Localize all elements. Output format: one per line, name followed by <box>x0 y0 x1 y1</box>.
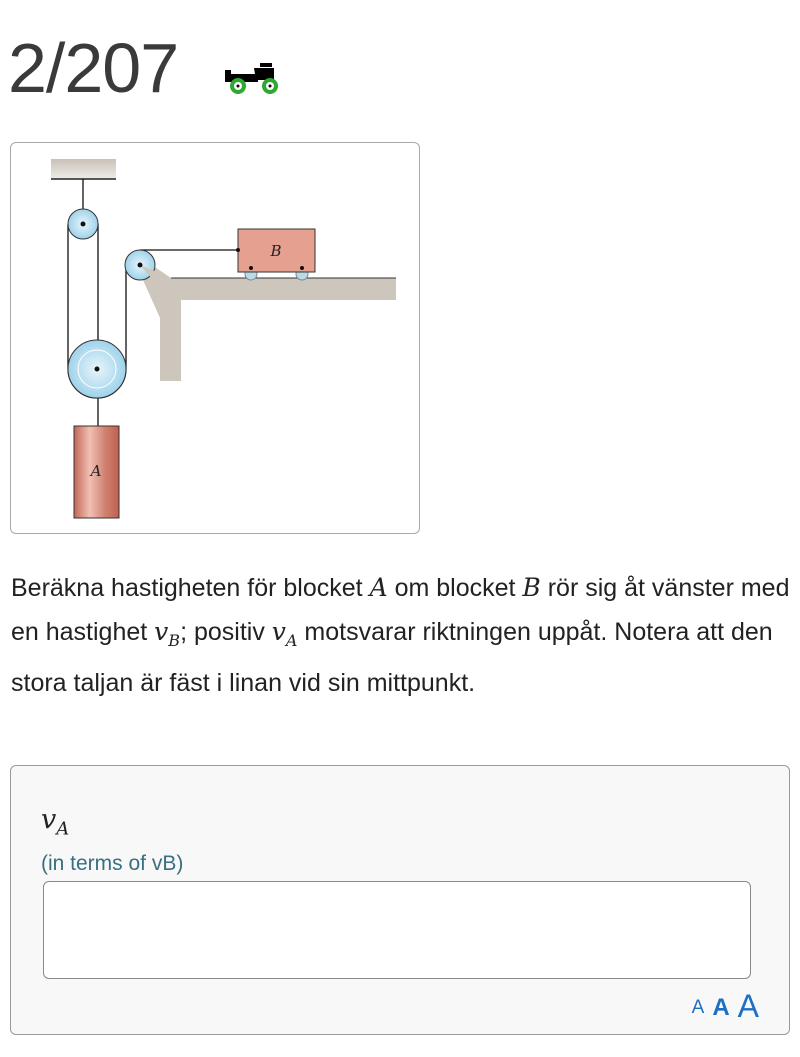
problem-text: motsvarar riktningen uppåt. Notera att den stora taljan är fäst i linan vid sin mittpunkt. <box>11 618 773 697</box>
answer-panel <box>10 765 790 1035</box>
problem-text: om blocket <box>387 574 523 602</box>
label-a: A <box>90 462 102 480</box>
problem-number: 2/207 <box>8 29 179 107</box>
support-bracket <box>139 263 396 381</box>
problem-statement <box>11 566 796 705</box>
motorcycle-icon <box>222 60 284 96</box>
answer-input[interactable] <box>43 881 751 979</box>
ceiling <box>51 159 116 179</box>
problem-text: rör sig åt vänster med en hastighet <box>11 574 790 646</box>
math-var: $v_A$ <box>271 617 298 650</box>
math-var: B <box>522 573 541 602</box>
label-b: B <box>270 242 282 260</box>
font-size-small-button[interactable]: A <box>691 997 705 1018</box>
pulley-diagram <box>10 142 420 534</box>
font-size-controls <box>692 988 759 1025</box>
font-size-medium-button[interactable]: A <box>712 994 730 1021</box>
problem-text: Beräkna hastigheten för blocket <box>11 574 370 602</box>
problem-text: ; positiv <box>180 618 272 646</box>
answer-hint: (in terms of vB) <box>41 852 184 875</box>
answer-variable: $v_A$ <box>41 804 70 840</box>
math-var: A <box>369 573 388 602</box>
font-size-large-button[interactable]: A <box>737 988 759 1024</box>
math-var: $v_B$ <box>154 617 181 650</box>
